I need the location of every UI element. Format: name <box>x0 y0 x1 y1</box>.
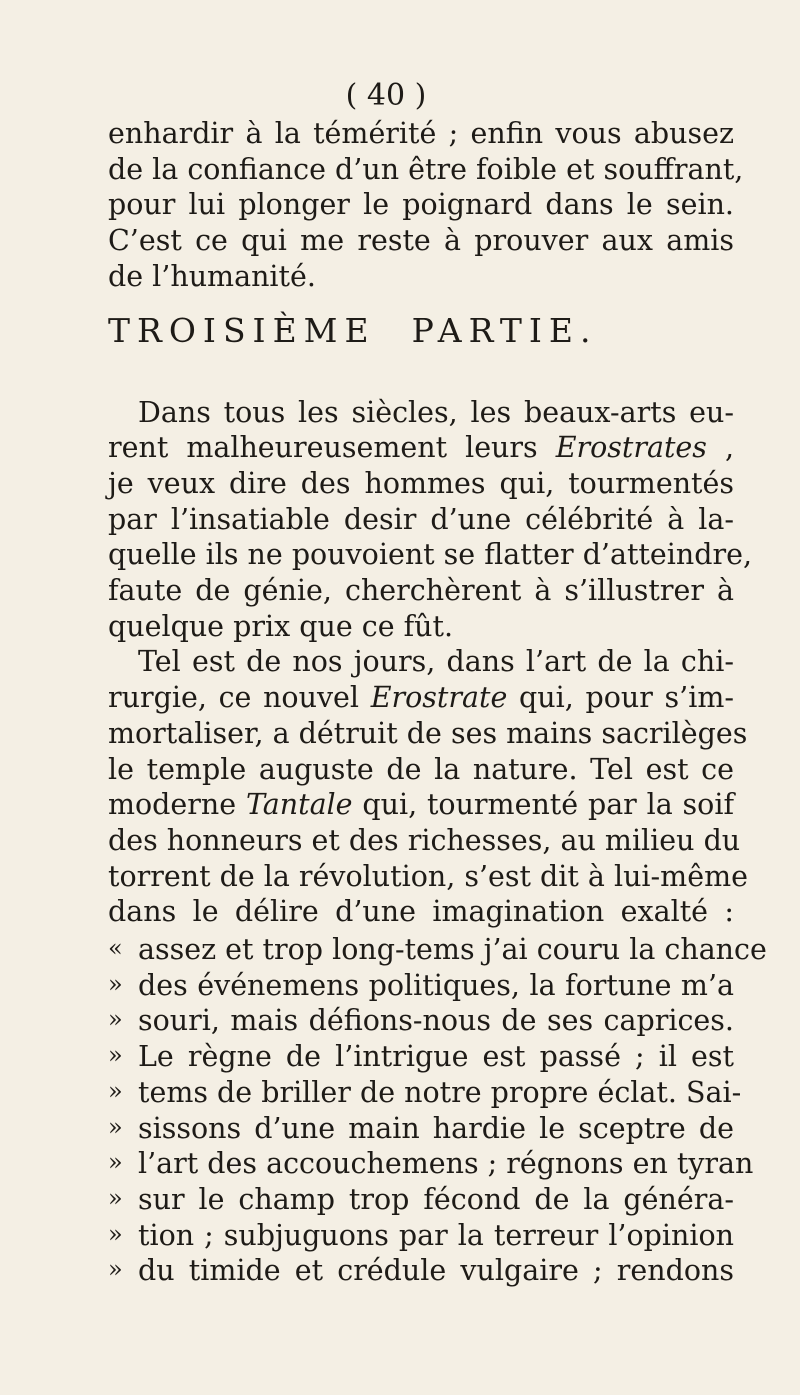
text-line: dans le délire d’une imagination exalté : <box>108 895 734 929</box>
text-line: rent malheureusement leurs Erostrates , <box>108 431 735 465</box>
text-line: le temple auguste de la nature. Tel est ce <box>108 752 734 786</box>
quote-line: » Le règne de l’intrigue est passé ; il est <box>108 1037 734 1075</box>
quote-line: » l’art des accouchemens ; régnons en tyran <box>108 1144 734 1182</box>
quote-line: » sur le champ trop fécond de la généra- <box>108 1180 734 1218</box>
quote-mark: » <box>108 1041 123 1070</box>
text-line: de l’humanité. <box>108 259 316 293</box>
text-line: mortaliser, a détruit de ses mains sacrilèges <box>108 716 748 750</box>
quote-line: » sissons d’une main hardie le sceptre de <box>108 1109 734 1147</box>
quote-line: » des événemens politiques, la fortune m’a <box>108 966 734 1004</box>
quote-line: » souri, mais défions-nous de ses caprices. <box>108 1001 734 1039</box>
quote-line: » tems de briller de notre propre éclat. Sai- <box>108 1073 734 1111</box>
quote-mark: » <box>108 969 123 998</box>
text-line: par l’insatiable desir d’une célébrité à la- <box>108 502 734 536</box>
quote-mark: » <box>108 1219 123 1248</box>
quote-mark: » <box>108 1255 123 1284</box>
heading-word-1: TROISIÈME <box>108 310 376 350</box>
text-line: C’est ce qui me reste à prouver aux amis <box>108 224 734 258</box>
page-number: ( 40 ) <box>345 78 427 113</box>
text-line: moderne Tantale qui, tourmenté par la soif <box>108 788 734 822</box>
quote-mark: » <box>108 1148 123 1177</box>
text-line: rurgie, ce nouvel Erostrate qui, pour s’im- <box>108 681 734 715</box>
text-line: je veux dire des hommes qui, tourmentés <box>108 466 734 500</box>
text-line: enhardir à la témérité ; enfin vous abusez <box>108 117 734 150</box>
text-line: quelque prix que ce fût. <box>108 609 454 643</box>
text-line: Tel est de nos jours, dans l’art de la chi- <box>138 645 734 679</box>
quote-line: » du timide et crédule vulgaire ; rendons <box>108 1251 734 1289</box>
section-heading <box>108 309 734 353</box>
text-line: de la confiance d’un être foible et souffrant, <box>108 152 744 186</box>
heading-word-2: PARTIE. <box>411 310 598 350</box>
quote-mark: » <box>108 1005 123 1034</box>
quote-line: » tion ; subjuguons par la terreur l’opinion <box>108 1216 734 1254</box>
text-line: Dans tous les siècles, les beaux-arts eu- <box>138 395 734 429</box>
quote-mark: » <box>108 1183 123 1212</box>
quote-mark: » <box>108 1076 123 1105</box>
text-line: faute de génie, cherchèrent à s’illustrer à <box>108 574 734 607</box>
text-line: torrent de la révolution, s’est dit à lui-même <box>108 859 748 893</box>
text-line: pour lui plonger le poignard dans le sein. <box>108 188 734 222</box>
text-line: des honneurs et des richesses, au milieu du <box>108 823 741 857</box>
quote-line: « assez et trop long-tems j’ai couru la chance <box>108 930 734 968</box>
quote-mark: » <box>108 1112 123 1141</box>
quote-mark: « <box>108 934 123 962</box>
text-line: quelle ils ne pouvoient se flatter d’atteindre, <box>108 538 753 572</box>
